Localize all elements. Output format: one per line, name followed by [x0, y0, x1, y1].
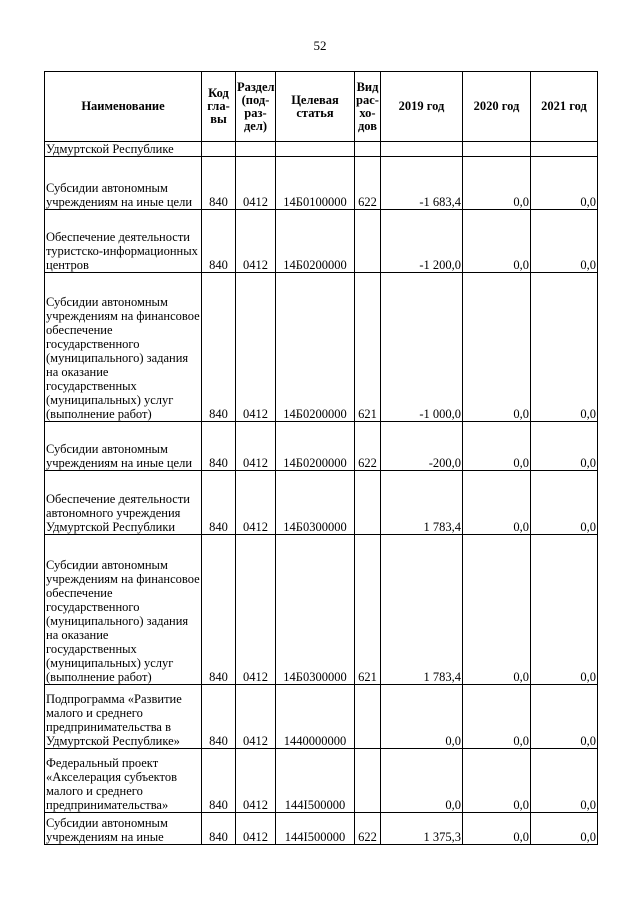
cell-2019: 1 783,4: [381, 535, 463, 685]
cell-2019: 0,0: [381, 749, 463, 813]
cell-2021: 0,0: [531, 210, 598, 273]
cell-2021: 0,0: [531, 471, 598, 535]
header-2019: 2019 год: [381, 72, 463, 142]
cell-celevaya: 14Б0200000: [276, 210, 355, 273]
cell-vid: 622: [355, 157, 381, 210]
cell-2021: 0,0: [531, 157, 598, 210]
cell-kod: 840: [202, 685, 236, 749]
cell-kod: 840: [202, 749, 236, 813]
header-2021: 2021 год: [531, 72, 598, 142]
cell-kod: 840: [202, 535, 236, 685]
cell-vid: [355, 210, 381, 273]
header-razdel: Раздел (под- раз- дел): [236, 72, 276, 142]
cell-razdel: 0412: [236, 157, 276, 210]
cell-vid: 621: [355, 535, 381, 685]
cell-kod: 840: [202, 422, 236, 471]
cell-kod: 840: [202, 471, 236, 535]
cell-vid: 622: [355, 813, 381, 845]
cell-2019: 1 375,3: [381, 813, 463, 845]
cell-celevaya: 14Б0100000: [276, 157, 355, 210]
cell-2020: 0,0: [463, 471, 531, 535]
cell-vid: 622: [355, 422, 381, 471]
cell-kod: 840: [202, 157, 236, 210]
cell-name: Субсидии автономным учреждениям на иные цели: [45, 422, 202, 471]
table-row: [45, 813, 598, 845]
cell-2020: 0,0: [463, 157, 531, 210]
cell-2021: 0,0: [531, 422, 598, 471]
cell-2021: 0,0: [531, 813, 598, 845]
table-header-row: [45, 72, 598, 142]
cell-razdel: 0412: [236, 422, 276, 471]
cell-razdel: 0412: [236, 273, 276, 422]
cell-celevaya: 144I500000: [276, 813, 355, 845]
cell-celevaya: [276, 142, 355, 157]
cell-name: Субсидии автономным учреждениям на иные цели: [45, 157, 202, 210]
cell-celevaya: 1440000000: [276, 685, 355, 749]
cell-2020: 0,0: [463, 685, 531, 749]
cell-2019: 1 783,4: [381, 471, 463, 535]
cell-kod: 840: [202, 813, 236, 845]
cell-name: Субсидии автономным учреждениям на финансовое обеспечение государственного (муниципального) задания на оказание государственных (муниципальных) услуг (выполнение работ): [45, 535, 202, 685]
cell-2021: 0,0: [531, 685, 598, 749]
cell-vid: [355, 749, 381, 813]
cell-2021: 0,0: [531, 273, 598, 422]
cell-name: Удмуртской Республике: [45, 142, 202, 157]
cell-vid: [355, 685, 381, 749]
cell-kod: [202, 142, 236, 157]
table-row: [45, 422, 598, 471]
cell-vid: 621: [355, 273, 381, 422]
table-row: [45, 749, 598, 813]
cell-kod: 840: [202, 210, 236, 273]
cell-2020: 0,0: [463, 535, 531, 685]
cell-name: Обеспечение деятельности автономного учреждения Удмуртской Республики: [45, 471, 202, 535]
cell-vid: [355, 142, 381, 157]
cell-razdel: 0412: [236, 471, 276, 535]
budget-table: [44, 71, 598, 845]
cell-razdel: 0412: [236, 210, 276, 273]
cell-celevaya: 14Б0200000: [276, 273, 355, 422]
cell-celevaya: 144I500000: [276, 749, 355, 813]
cell-2020: 0,0: [463, 422, 531, 471]
cell-2021: [531, 142, 598, 157]
cell-razdel: 0412: [236, 685, 276, 749]
cell-2019: 0,0: [381, 685, 463, 749]
cell-name: Субсидии автономным учреждениям на иные: [45, 813, 202, 845]
header-celevaya: Целевая статья: [276, 72, 355, 142]
cell-2020: 0,0: [463, 210, 531, 273]
cell-razdel: 0412: [236, 749, 276, 813]
cell-razdel: [236, 142, 276, 157]
cell-2019: -200,0: [381, 422, 463, 471]
cell-celevaya: 14Б0300000: [276, 535, 355, 685]
header-kod: Код гла- вы: [202, 72, 236, 142]
table-row: [45, 471, 598, 535]
table-row: [45, 142, 598, 157]
cell-2020: 0,0: [463, 273, 531, 422]
cell-2021: 0,0: [531, 749, 598, 813]
cell-celevaya: 14Б0300000: [276, 471, 355, 535]
cell-name: Обеспечение деятельности туристско-информационных центров: [45, 210, 202, 273]
cell-2019: -1 200,0: [381, 210, 463, 273]
table-row: [45, 210, 598, 273]
cell-2020: 0,0: [463, 813, 531, 845]
header-2020: 2020 год: [463, 72, 531, 142]
cell-razdel: 0412: [236, 813, 276, 845]
cell-2019: -1 000,0: [381, 273, 463, 422]
header-name: Наименование: [45, 72, 202, 142]
cell-kod: 840: [202, 273, 236, 422]
cell-2019: [381, 142, 463, 157]
cell-2021: 0,0: [531, 535, 598, 685]
cell-2020: [463, 142, 531, 157]
cell-2020: 0,0: [463, 749, 531, 813]
table-row: [45, 273, 598, 422]
cell-name: Субсидии автономным учреждениям на финансовое обеспечение государственного (муниципального) задания на оказание государственных (муниципальных) услуг (выполнение работ): [45, 273, 202, 422]
table-row: [45, 685, 598, 749]
table-row: [45, 535, 598, 685]
cell-name: Федеральный проект «Акселерация субъектов малого и среднего предпринимательства»: [45, 749, 202, 813]
header-vid: Вид рас- хо- дов: [355, 72, 381, 142]
cell-name: Подпрограмма «Развитие малого и среднего предпринимательства в Удмуртской Республике»: [45, 685, 202, 749]
cell-2019: -1 683,4: [381, 157, 463, 210]
cell-vid: [355, 471, 381, 535]
cell-celevaya: 14Б0200000: [276, 422, 355, 471]
page-number: 52: [313, 38, 327, 53]
table-row: [45, 157, 598, 210]
cell-razdel: 0412: [236, 535, 276, 685]
